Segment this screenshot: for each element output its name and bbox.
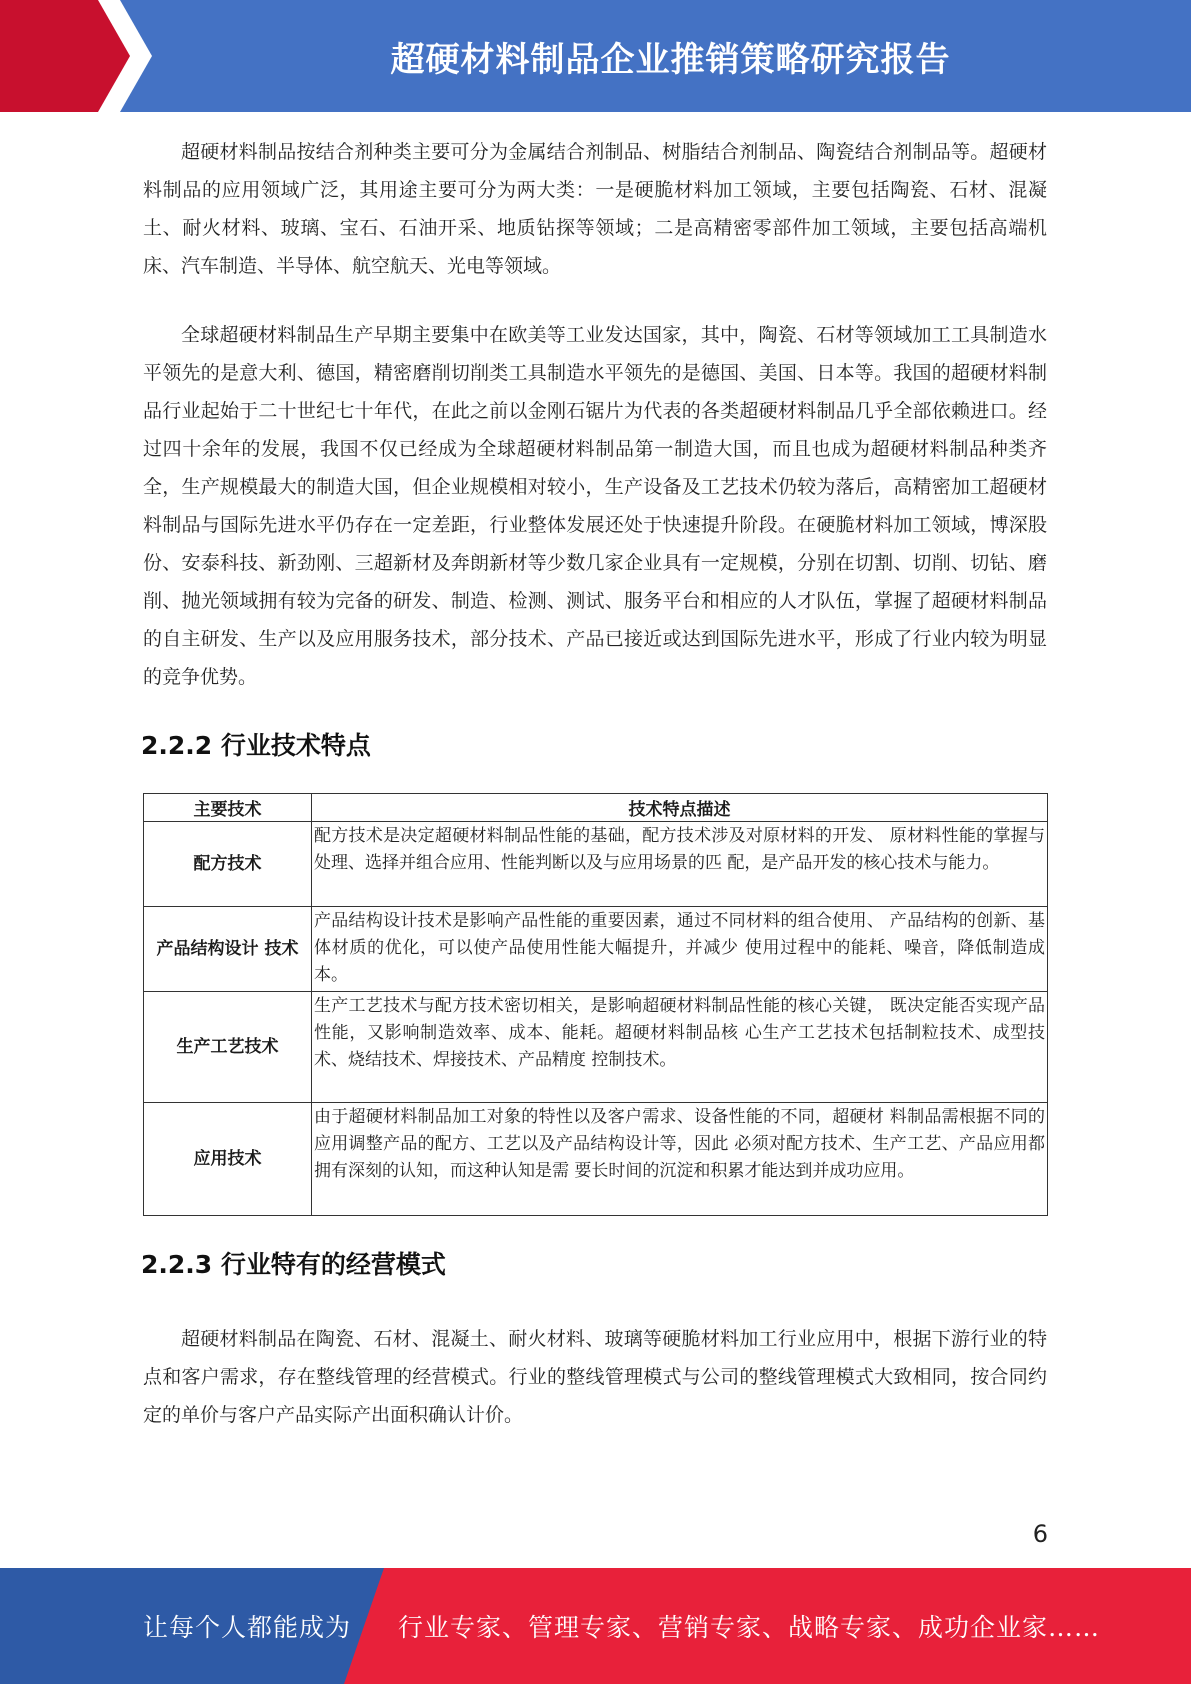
column-header-main-tech: 主要技术 [144,794,312,822]
tech-name: 应用技术 [144,1103,312,1216]
footer-slogan-left: 让每个人都能成为 [143,1613,352,1642]
tech-description: 由于超硬材料制品加工对象的特性以及客户需求、设备性能的不同，超硬材 料制品需根据不同的应用调整产品的配方、工艺以及产品结构设计等，因此 必须对配方技术、生产工艺、产品应用都拥有深刻的认知，而这种认知是需 要长时间的沉淀和积累才能达到并成功应用。 [312,1103,1048,1216]
tech-description: 配方技术是决定超硬材料制品性能的基础，配方技术涉及对原材料的开发、 原材料性能的掌握与处理、选择并组合应用、性能判断以及与应用场景的匹 配，是产品开发的核心技术与能力。 [312,822,1048,907]
column-header-description: 技术特点描述 [312,794,1048,822]
body-paragraph-2: 全球超硬材料制品生产早期主要集中在欧美等工业发达国家，其中，陶瓷、石材等领域加工工具制造水平领先的是意大利、德国，精密磨削切削类工具制造水平领先的是德国、美国、日本等。我国的超硬材料制品行业起始于二十世纪七十年代，在此之前以金刚石锯片为代表的各类超硬材料制品几乎全部依赖进口。经过四十余年的发展，我国不仅已经成为全球超硬材料制品第一制造大国，而且也成为超硬材料制品种类齐全，生产规模最大的制造大国，但企业规模相对较小，生产设备及工艺技术仍较为落后，高精密加工超硬材料制品与国际先进水平仍存在一定差距，行业整体发展还处于快速提升阶段。在硬脆材料加工领域，博深股份、安泰科技、新劲刚、三超新材及奔朗新材等少数几家企业具有一定规模，分别在切割、切削、切钻、磨削、抛光领域拥有较为完备的研发、制造、检测、测试、服务平台和相应的人才队伍，掌握了超硬材料制品的自主研发、生产以及应用服务技术，部分技术、产品已接近或达到国际先进水平，形成了行业内较为明显的竞争优势。 [143,324,1047,688]
tech-name: 生产工艺技术 [144,992,312,1103]
table-row [144,1103,1048,1216]
page-footer [0,1568,1191,1684]
section-heading-2-2-2: 2.2.2 行业技术特点 [141,731,371,760]
body-paragraph-3: 超硬材料制品在陶瓷、石材、混凝土、耐火材料、玻璃等硬脆材料加工行业应用中，根据下游行业的特点和客户需求，存在整线管理的经营模式。行业的整线管理模式与公司的整线管理模式大致相同，按合同约定的单价与客户产品实际产出面积确认计价。 [143,1328,1047,1426]
tech-name: 产品结构设计 技术 [144,907,312,992]
table-row [144,992,1048,1103]
tech-description: 产品结构设计技术是影响产品性能的重要因素，通过不同材料的组合使用、 产品结构的创新、基体材质的优化，可以使产品使用性能大幅提升，并减少 使用过程中的能耗、噪音，降低制造成本。 [312,907,1048,992]
section-heading-2-2-3: 2.2.3 行业特有的经营模式 [141,1250,446,1279]
technology-table [143,793,1048,1216]
tech-description: 生产工艺技术与配方技术密切相关，是影响超硬材料制品性能的核心关键， 既决定能否实现产品性能，又影响制造效率、成本、能耗。超硬材料制品核 心生产工艺技术包括制粒技术、成型技术、烧结技术、焊接技术、产品精度 控制技术。 [312,992,1048,1103]
tech-name: 配方技术 [144,822,312,907]
table-header-row [144,794,1048,822]
page-header [0,0,1191,112]
report-title: 超硬材料制品企业推销策略研究报告 [390,39,951,80]
page-number: 6 [1032,1520,1048,1548]
table-row [144,907,1048,992]
table-row [144,822,1048,907]
body-paragraph-1: 超硬材料制品按结合剂种类主要可分为金属结合剂制品、树脂结合剂制品、陶瓷结合剂制品等。超硬材料制品的应用领域广泛，其用途主要可分为两大类：一是硬脆材料加工领域，主要包括陶瓷、石材、混凝土、耐火材料、玻璃、宝石、石油开采、地质钻探等领域；二是高精密零部件加工领域，主要包括高端机床、汽车制造、半导体、航空航天、光电等领域。 [143,141,1047,277]
footer-slogan-right: 行业专家、管理专家、营销专家、战略专家、成功企业家…… [398,1613,1101,1642]
